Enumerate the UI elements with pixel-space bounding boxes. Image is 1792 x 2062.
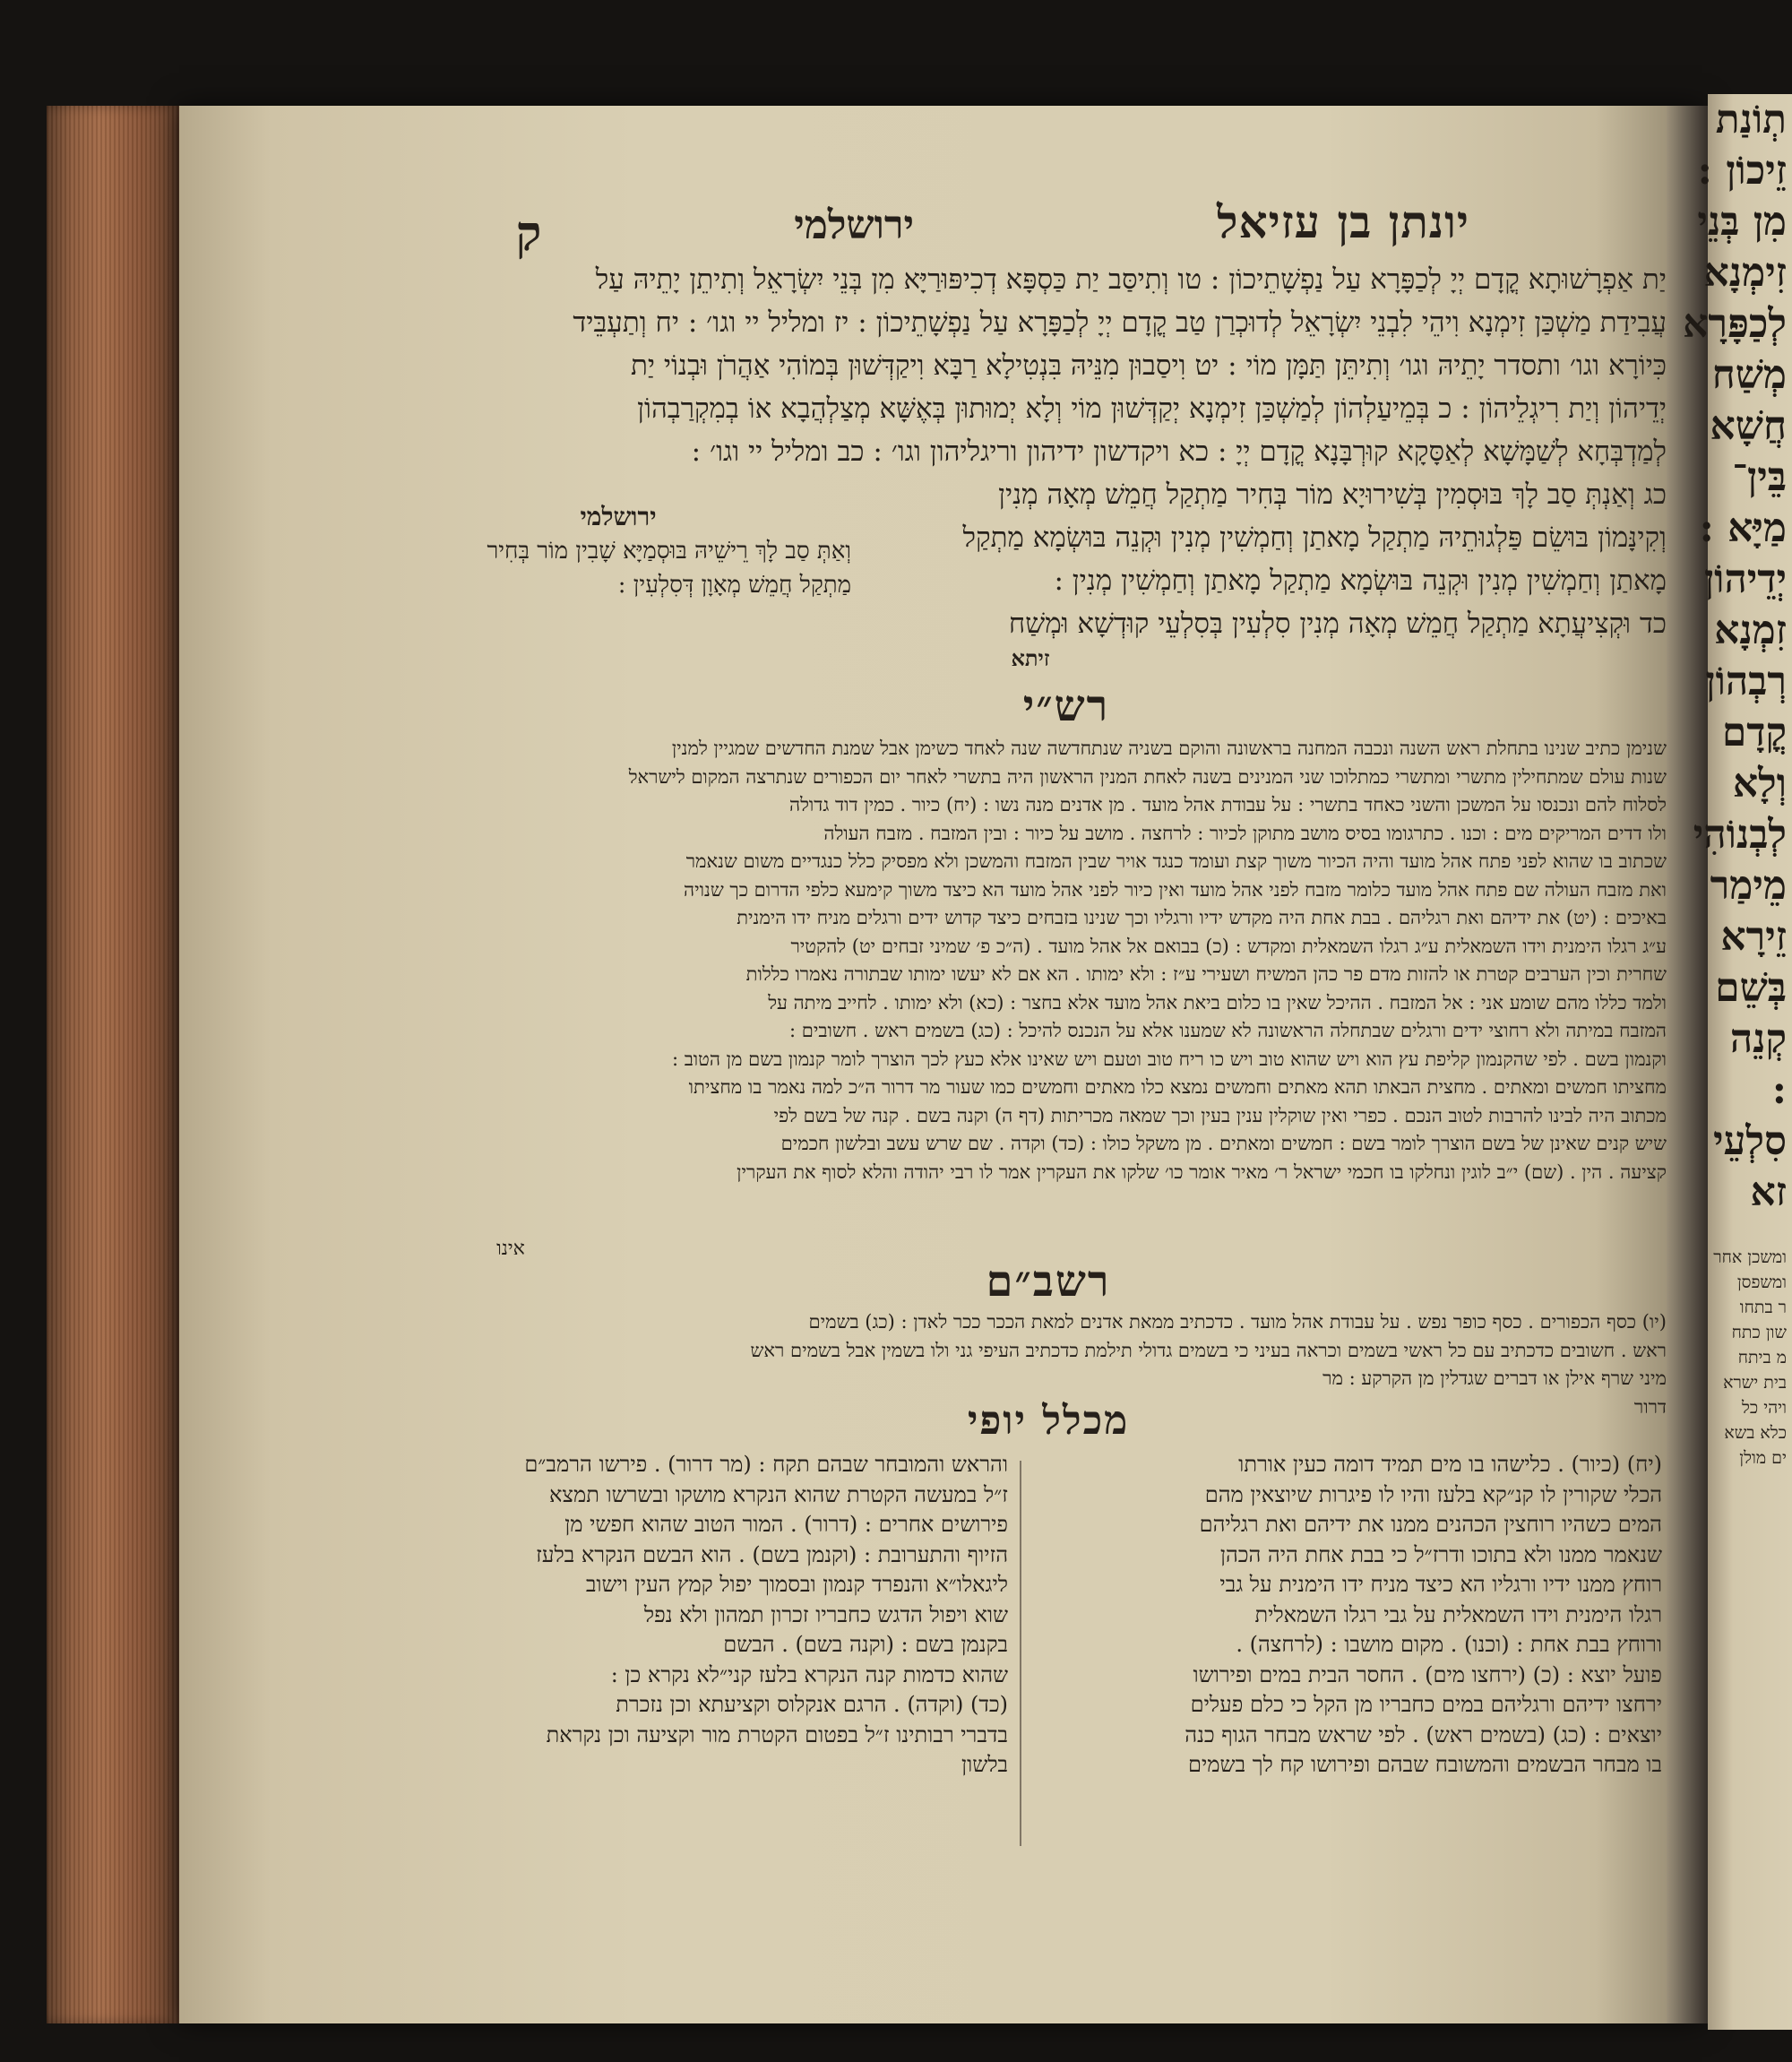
targum-line: לְמַדְבְּחָא לְשַׁמָּשָׁא לְאַסָּקָא קוּרְבָּנָא קֳדָם יְיָ : כא ויקדשון ידיהון וריגליהון וגו׳ : כב ומליל יי וגו׳ : xyxy=(691,436,1667,468)
michlal-yofi-line: בלשון xyxy=(961,1752,1008,1777)
rashi-line: שחרית וכין הערבים קטרת או להזות מדם פר כהן המשיח ושעירי ע״ז : ולא ימותו . הא אם לא יעשו ימותו שבתורה נאמרו כללות xyxy=(745,963,1667,985)
michlal-yofi-right-column xyxy=(1035,1450,1662,1781)
michlal-yofi-line: והראש והמובחר שבהם תקח : (מר דרור) . פירשו הרמב״ם xyxy=(524,1452,1008,1477)
next-page-line: זִמְנָא xyxy=(1714,608,1787,653)
running-section: ירושלמי xyxy=(794,203,914,248)
michlal-yofi-line: פירושים אחרים : (דרור) . המור הטוב שהוא חפשי מן xyxy=(564,1512,1008,1537)
michlal-yofi-line: רוחץ ממנו ידיו ורגליו הא כיצד מניח ידו הימנית על גבי xyxy=(1219,1572,1662,1597)
next-page-line: קֳדָם xyxy=(1721,710,1787,755)
targum-line: יַת אַפְרָשׁוּתָא קֳדָם יְיָ לְכַפָּרָא עַל נַפְשָׁתֵיכוֹן : טו וְתִיסַּב יַת כַּסְפָּא דְכִיפּוּרַיָּא מִן בְּנֵי יִשְׂרָאֵל וְתִיתֵן יָתֵיהּ עַל xyxy=(595,263,1667,296)
next-page-line: זֵיכוֹן : xyxy=(1697,148,1787,194)
rashi-line: באיכים : (יט) את ידיהם ואת רגליהם . בבת אחת היה מקדש ידיו ורגליו וכך שנינו בזבחים כיצד קדוש ידים ורגלים מניח ידו הימנית xyxy=(737,907,1667,928)
michlal-yofi-line: בו מבחר הבשמים והמשובח שבהם ופירושו קח לך בשמים xyxy=(1188,1752,1662,1777)
rashbam-heading: רשב״ם xyxy=(986,1256,1111,1307)
next-page-commentary-line: ומשפסן xyxy=(1736,1273,1787,1292)
targum-line: יְדֵיהוֹן וְיַת רִיגְלֵיהוֹן : כ בְּמֵיעַלְהוֹן לְמַשְׁכַּן זִימְנָא יְקַדְּשׁוּן מוֹי וְלָא יְמוּתוּן בְּאֶשָּׁא מְצַלְהֲבָא אוֹ בְמִקְרַבְהוֹן xyxy=(637,393,1667,425)
book-gutter xyxy=(1667,106,1711,2023)
next-page-line: בְּשֵׁם xyxy=(1715,965,1787,1011)
michlal-yofi-line: ירחצו ידיהם ורגליהם במים כחבריו מן הקל כי כלם פעלים xyxy=(1190,1692,1662,1717)
rashi-heading: רש״י xyxy=(1022,681,1110,731)
rashi-line: שנימן כתיב שנינו בתחלת ראש השנה ונכבה המחנה בראשונה והוקם בשניה שנתחדשה שנה לאחד כשימן אבל שמנת החדשים שמגיין למנין xyxy=(671,738,1667,759)
michlal-yofi-left-column xyxy=(376,1450,1008,1781)
rashi-commentary xyxy=(376,735,1667,1186)
rashbam-line: (יו) כסף הכפורים . כסף כופר נפש . על עבודת אהל מועד . כדכתיב ממאת אדנים למאת הככר ככר לאדן : (כג) בשמים xyxy=(808,1311,1667,1333)
next-page-commentary-line: בית ישרא xyxy=(1723,1373,1787,1393)
next-page-sliver xyxy=(1683,94,1792,2030)
rashi-line: קציעה . הין . (שם) י״ב לוגין ונחלקו בו חכמי ישראל ר׳ מאיר אומר כו׳ שלקו את העקרין אמר לו רבי יהודה והלא לסוף את העקרין xyxy=(737,1160,1667,1183)
catchword: זיתא xyxy=(1011,645,1050,671)
rashi-line: המזבח במיתה ולא רחוצי ידים ורגלים שבתחלה הראשונה לא שמענו אלא על הנכנס להיכל : (כג) בשמים ראש . חשובים : xyxy=(788,1020,1667,1041)
michlal-yofi-line: בדברי רבותינו ז״ל בפטום הקטרת מור וקציעה וכן נקראת xyxy=(546,1721,1008,1747)
yerushalmi-heading: ירושלמי xyxy=(580,502,657,531)
targum-line: כד וּקְצִיעֲתָא מַתְקַל חֲמֵשׁ מְאָה מְנִין סִלְעִין בְּסִלְעֵי קוּדְשָׁא וּמְשַׁח xyxy=(1008,608,1667,640)
next-page-line: רְבְהוֹן xyxy=(1705,659,1787,704)
rashi-line: לסלוח להם ונכנסו על המשכן והשני כאחד בתשרי : על עבודת אהל מועד . מן אדנים מנה נשו : (יח) כיור . כמין דוד גדולה xyxy=(788,794,1667,815)
next-page-line: מִן בְּנֵי xyxy=(1697,199,1787,245)
rashi-line: מחציתו חמשים ומאתים . מחצית הבאתו תהא מאתים וחמשים נמצא כלו מאתים וחמשים כמו שעור מר דרור ה״כ למה נאמר בו מחציתו xyxy=(688,1076,1667,1098)
rashbam-line: דרור xyxy=(1633,1395,1667,1418)
rashi-line: שיש קנים שאינן של בשם הוצרך לומר בשם : חמשים ומאתים . מן משקל כולו : (כד) וקדה . שם שרש עשב ובלשון חכמים xyxy=(780,1133,1667,1154)
next-page-line: בֵּין־ xyxy=(1732,454,1787,500)
next-page-line: : xyxy=(1771,1067,1787,1113)
yerushalmi-block xyxy=(385,500,851,602)
yerushalmi-text xyxy=(385,534,851,602)
next-page-line: יְדֵיהוֹן xyxy=(1703,556,1787,602)
michlal-yofi-heading: מכלל יופי xyxy=(967,1398,1130,1444)
next-page-line: קְנֵה xyxy=(1729,1016,1787,1062)
targum-line: כִּיוֹרָא וגו׳ ותסדר יָתֵיהּ וגו׳ וְתִיתֵּן תַּמָּן מוֹי : יט וִיסַבוּן מִנֵּיהּ בִּנְטִילָא רַבָּא וִיקַדְּשׁוּן בְּמוֹהִי אַהֲרֹן וּבְנוֹי יַת xyxy=(630,349,1667,382)
rashbam-line: מיני שרף אילן או דברים שגדלין מן הקרקע : מר xyxy=(1322,1367,1667,1389)
next-page-commentary-line: מ ביתח xyxy=(1737,1348,1787,1367)
michlal-yofi-line: ליגאלו״א והנפרד קנמון ובסמוך יפול קמץ העין וישוב xyxy=(585,1572,1008,1597)
next-page-commentary xyxy=(1708,1245,1792,1471)
rashi-line: ולמד כללו מהם שומע אני : אל המזבח . ההיכל שאין בו כלום ביאת אהל מועד אלא בחצר : (כא) ולא ימותו . לחייב מיתה על xyxy=(768,991,1667,1014)
targum-line: עֲבִידַת מַשְׁכַּן זִימְנָא וִיהֵי לִבְנֵי יִשְׂרָאֵל לְדוּכְרַן טַב קֳדָם יְיָ לְכַפָּרָא עַל נַפְשָׁתֵיכוֹן : יז ומליל יי וגו׳ : יח וְתַעְבֵּיד xyxy=(573,306,1667,339)
rashi-line: שכתוב בו שהוא לפני פתח אהל מועד והיה הכיור משוך קצת ועומד כנגד אויר שבין המזבח והמשכן ולא מפסיק כלל כנגדיים משום שנאמר xyxy=(685,850,1667,872)
next-page-commentary-line: כלא בשא xyxy=(1724,1423,1787,1443)
next-page-line: מַיָּא : xyxy=(1699,505,1787,551)
next-page-line: מֵימַר xyxy=(1710,863,1787,909)
next-page-commentary-line: שון כתח xyxy=(1731,1323,1787,1342)
yerushalmi-line: וְאַתְּ סַב לָךְ רֵישֵׁיהּ בּוּסְמַיָּא שָׁבִין מוֹר בְּחִיר xyxy=(487,538,851,565)
next-page-line: תְוֹנַת xyxy=(1715,97,1787,142)
running-title: יונתן בן עזיאל xyxy=(1217,195,1469,248)
page-edge-fore-edge xyxy=(47,106,181,2023)
next-page-line: זֵירָא xyxy=(1720,914,1787,960)
rashi-line: שנות עולם שמתחילין מתשרי ומתשרי כמתלוכו שני המנינים בשנה לאחת המנין הראשון היה בתשרי לאחר יום הכפורים שנתרצה המקום לישראל xyxy=(628,765,1667,788)
next-page-line: סִלְעֵי xyxy=(1712,1118,1787,1164)
targum-line: כג וְאַנְתְּ סַב לָךְ בּוּסְמִין בְּשִׁירוּיָא מוֹר בְּחִיר מַתְקַל חֲמֵשׁ מְאָה מְנִין xyxy=(998,479,1667,511)
next-page-commentary-line: ים מולן xyxy=(1739,1448,1787,1468)
next-page-line: זא xyxy=(1750,1169,1787,1215)
michlal-yofi-line: פועל יוצא : (כ) (ירחצו מים) . החסר הבית במים ופירושו xyxy=(1193,1661,1662,1687)
next-page-commentary-line: ומשכן אחר xyxy=(1713,1247,1787,1267)
next-page-text xyxy=(1683,94,1792,1218)
michlal-yofi-line: בקנמן בשם : (וקנה בשם) . הבשם xyxy=(723,1632,1008,1657)
michlal-yofi-line: יוצאים : (כג) (בשמים ראש) . לפי שראש מבחר הגוף כנה xyxy=(1185,1721,1662,1747)
next-page-commentary-line: ר בתחו xyxy=(1739,1298,1787,1317)
next-page-line: זִימְנָא xyxy=(1703,250,1787,296)
rashi-catchword: אינו xyxy=(496,1238,525,1260)
next-page-line: וְלָא xyxy=(1732,761,1787,807)
rashi-line: ואת מזבח העולה שם פתח אהל מועד כלומר מזבח לפני אהל מועד ואין כיור לפני אהל מועד הא כיצד משוך קימעא כלפי הדרום כך שנויה xyxy=(684,878,1667,901)
rashi-line: וקנמון בשם . לפי שהקנמון קליפת עץ הוא ויש שהוא טוב ויש כו ריח טוב וטעם ויש שאינו אלא כעץ לכך הוצרך לומר קנמון בשם מן הטוב : xyxy=(671,1048,1667,1070)
michlal-yofi-line: המים כשהיו רוחצין הכהנים ממנו את ידיהם ואת רגליהם xyxy=(1199,1512,1662,1537)
michlal-yofi-line: רגלו הימנית וידו השמאלית על גבי רגלו השמאלית xyxy=(1254,1601,1662,1627)
michlal-yofi-line: (יח) (כיור) . כלישהו בו מים תמיד דומה כעין אורתו xyxy=(1238,1452,1662,1477)
next-page-line: לְבְנוֹהִי xyxy=(1693,812,1787,858)
michlal-yofi-line: שוא ויפול הדגש כחבריו זכרון תמהון ולא נפל xyxy=(643,1601,1008,1627)
michlal-yofi-line: הכלי שקורין לו קנ״קא בלעז והיו לו פיגרות שיוצאין מהם xyxy=(1204,1481,1662,1507)
michlal-yofi-line: שהוא כדמות קנה הנקרא בלעז קני״לא נקרא כן : xyxy=(610,1661,1008,1687)
page-number-letter: ק xyxy=(515,204,542,262)
michlal-yofi-line: הזיוף והתערובת : (וקנמן בשם) . הוא הבשם הנקרא בלעז xyxy=(536,1541,1008,1567)
targum-line: וְקִינָּמוֹן בּוּשֵׂם פַּלְגוּתֵיהּ מַתְקַל מָאתַן וְחַמְשִׁין מְנִין וּקְנֵה בּוּשְׂמָא מַתְקַל xyxy=(962,522,1667,554)
next-page-line: חֲשָׁא xyxy=(1710,403,1787,449)
michlal-yofi-line: שנאמר ממנו ולא בתוכו ודרז״ל כי בבת אחת היה הכהן xyxy=(1219,1541,1662,1567)
rashi-line: מכתוב היה לבינו להרבות לטוב הנכם . כפרי ואין שוקלין ענין בעין וכך שמאה מכריתות (דף ה) וקנה בשם . קנה של בשם לפי xyxy=(773,1104,1667,1126)
rashbam-line: ראש . חשובים כדכתיב עם כל ראשי בשמים וכראה בעיני כי בשמים גדולי תילמת כדכתיב העיפי גני ולו בשמין אבל בשמים ראש xyxy=(750,1339,1667,1361)
column-divider xyxy=(1020,1461,1021,1846)
michlal-yofi-line: (כד) (וקדה) . הרגם אנקלוס וקציעתא וכן נזכרת xyxy=(616,1692,1008,1717)
rashi-line: ע״ג רגלו הימנית וידו השמאלית ע״ג רגלו השמאלית ומקדש : (כ) בבואם אל אהל מועד . (ה״כ פ׳ שמיני זבחים יט) להקטיר xyxy=(790,935,1667,957)
next-page-commentary-line: ויהי כל xyxy=(1742,1398,1787,1418)
next-page-line: לְכַפָּרָא xyxy=(1683,301,1787,347)
yerushalmi-line: מַתְקַל חֲמֵשׁ מְאָוָן דְּסִלְעִין : xyxy=(617,572,851,599)
next-page-line: מְשַׁח xyxy=(1711,352,1787,398)
targum-line: מָאתַן וְחַמְשִׁין מְנִין וּקְנֵה בּוּשְׂמָא מַתְקַל מָאתַן וְחַמְשִׁין מְנִין : xyxy=(1054,565,1667,597)
michlal-yofi-line: ורוחץ בבת אחת : (וכנו) . מקום מושבו : (לרחצה) . xyxy=(1236,1632,1662,1657)
michlal-yofi-line: ז״ל במעשה הקטרת שהוא הנקרא מושקו ובשרשו תמצא xyxy=(549,1481,1008,1507)
rashi-line: ולו דדים המריקים מים : וכנו . כתרגומו בסיס מושב מתוקן לכיור : לרחצה . מושב על כיור : ובין המזבח . מזבח העולה xyxy=(823,822,1667,844)
